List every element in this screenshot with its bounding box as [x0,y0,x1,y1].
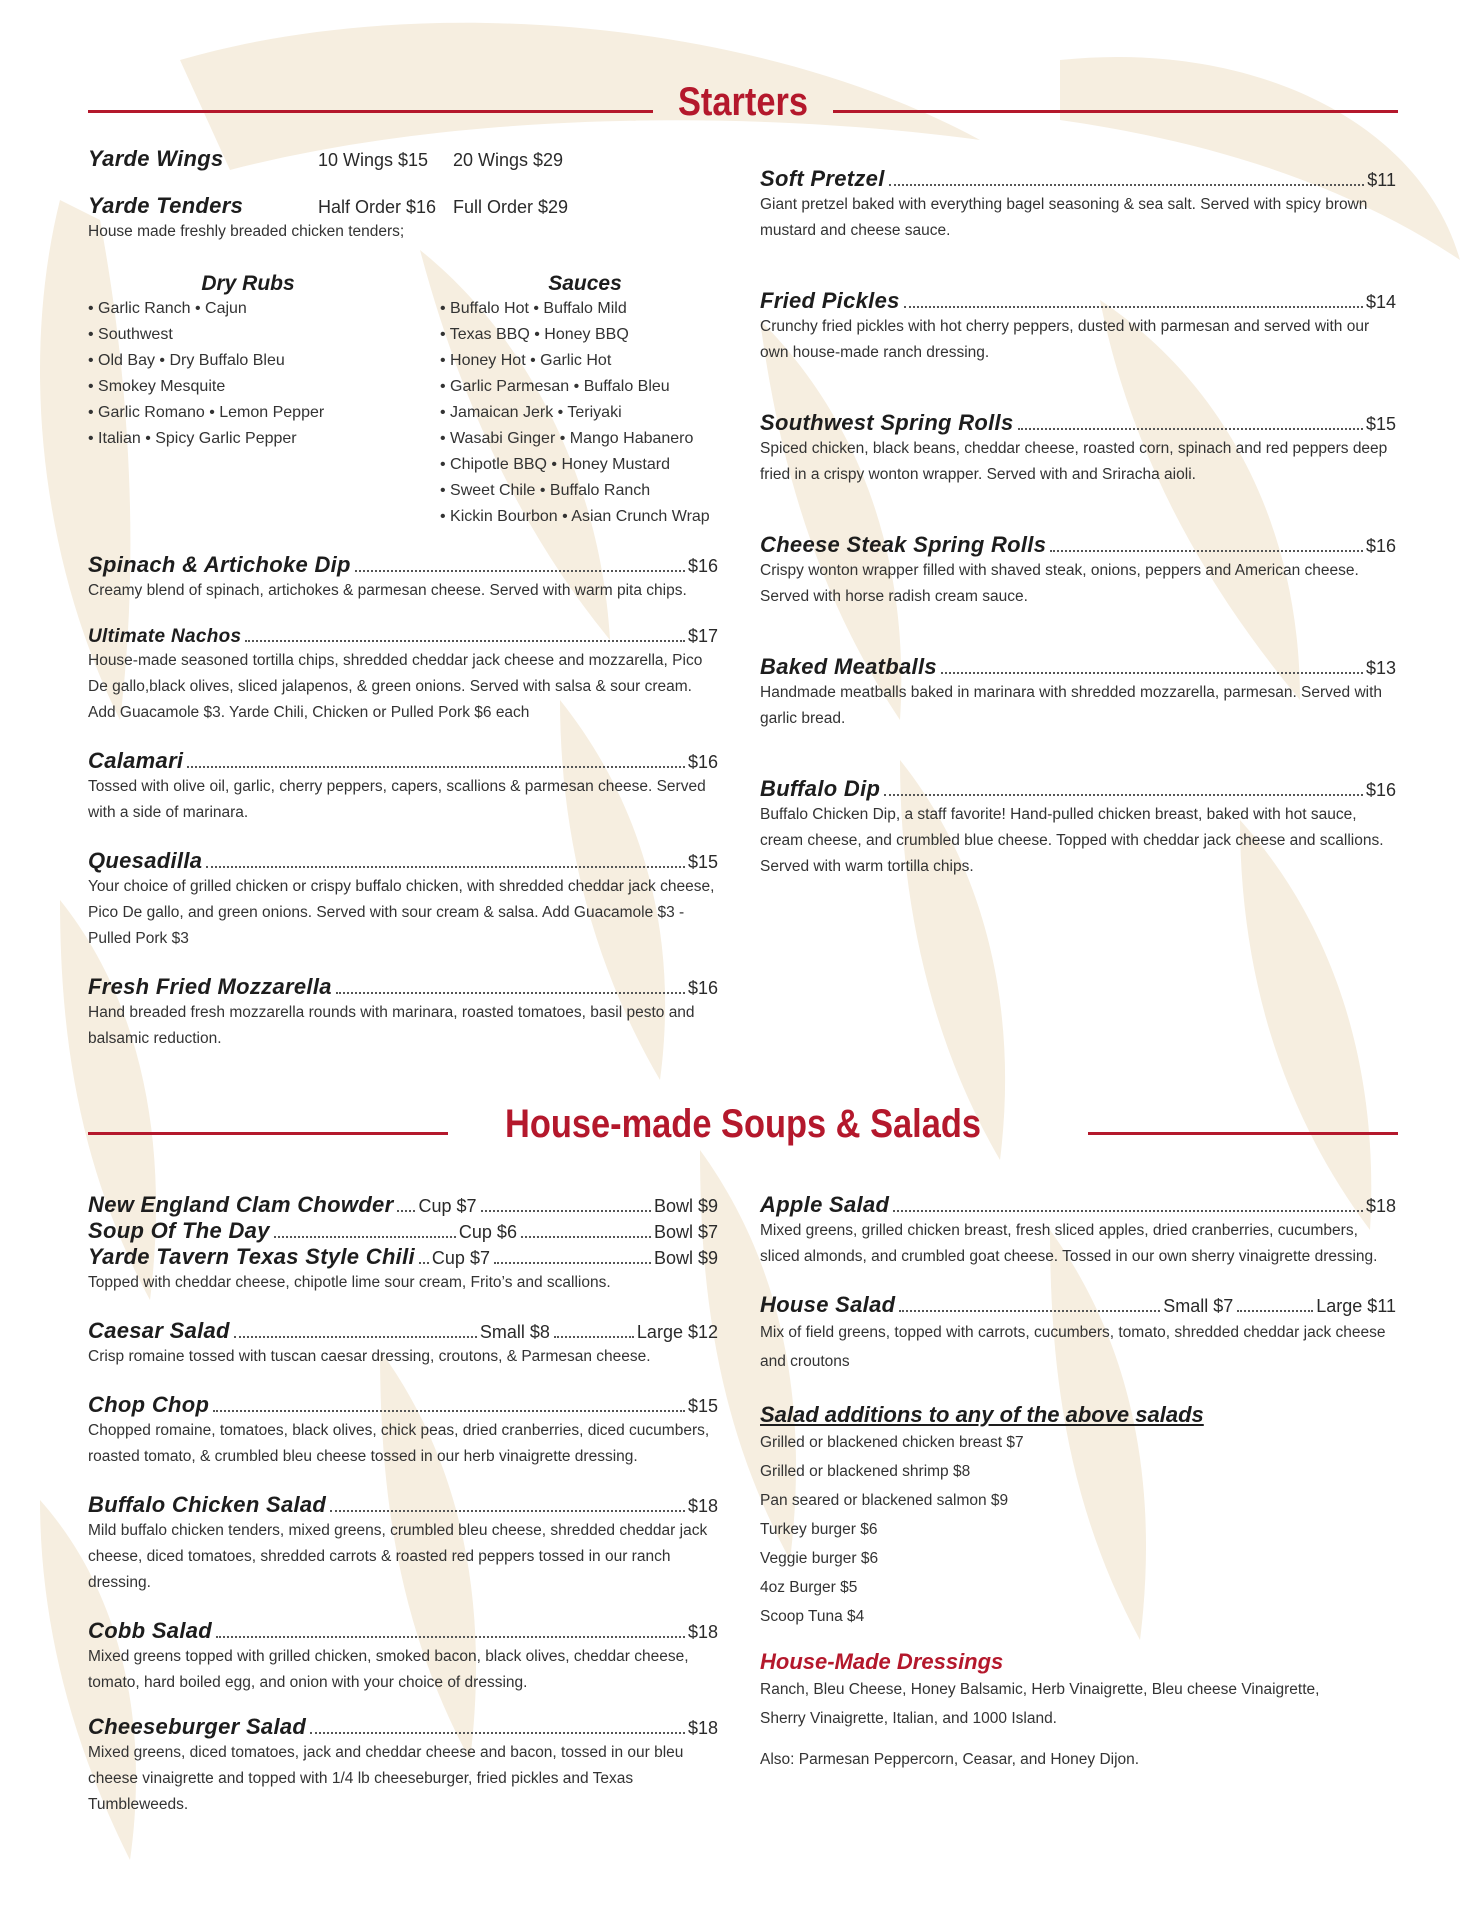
item-price: Cup $7 [418,1196,477,1216]
item-description: Mixed greens, grilled chicken breast, fresh sliced apples, dried cranberries, cucumbers, sliced almonds, and crumbled goat cheese. Tossed in our own sherry vinaigrette dressing. [760,1222,1378,1265]
starters-right-column [760,166,1396,904]
item-description: Hand breaded fresh mozzarella rounds with marinara, roasted tomatoes, basil pesto and balsamic reduction. [88,1004,695,1047]
item-name: Ultimate Nachos [88,626,242,647]
leader-dots [941,672,1363,674]
leader-dots [899,1310,1160,1312]
item-price: $11 [1367,170,1396,190]
leader-dots [216,1636,685,1638]
salad-additions [760,1402,1396,1631]
item-name: Calamari [88,748,184,773]
item-name: Soup Of The Day [88,1218,270,1243]
menu-item [88,1618,718,1696]
leader-dots [521,1236,651,1238]
item-price: 20 Wings $29 [453,150,564,170]
dressings-also: Also: Parmesan Peppercorn, Ceasar, and Honey Dijon. [760,1751,1140,1768]
item-description: Buffalo Chicken Dip, a staff favorite! Hand-pulled chicken breast, baked with hot sauce, cream cheese, and crumbled blue cheese. Topped with cheddar jack cheese and scallions. Served with warm tortilla chips. [760,806,1384,875]
item-name: Buffalo Dip [760,776,881,801]
leader-dots [893,1210,1363,1212]
sauces-title: Sauces [548,272,622,295]
item-price: Cup $6 [458,1222,517,1242]
list-item: • Buffalo Hot • Buffalo Mild [440,300,627,317]
item-price: $16 [687,978,718,998]
menu-item [88,748,718,826]
leader-dots [336,992,685,994]
item-name: Baked Meatballs [760,654,937,679]
item-name: Yarde Tavern Texas Style Chili [88,1244,415,1269]
item-description: Tossed with olive oil, garlic, cherry peppers, capers, scallions & parmesan cheese. Served with a side of marinara. [88,778,706,821]
soup-row [88,1192,718,1218]
starters-left-column [88,552,718,1076]
item-price: $16 [687,556,718,576]
list-item: 4oz Burger $5 [760,1579,858,1596]
leader-dots [187,766,685,768]
list-item: • Wasabi Ginger • Mango Habanero [440,430,694,447]
item-price: Bowl $9 [653,1248,718,1268]
item-name: Buffalo Chicken Salad [88,1492,327,1517]
item-price: Small $8 [479,1322,550,1342]
leader-dots [355,570,685,572]
item-name: Yarde Wings [88,146,224,171]
item-price: Full Order $29 [453,197,569,217]
leader-dots [904,306,1363,308]
item-price: Large $12 [636,1322,718,1342]
item-description: Creamy blend of spinach, artichokes & parmesan cheese. Served with warm pita chips. [88,582,687,599]
leader-dots [884,794,1363,796]
sauces-list [440,272,730,530]
menu-item [88,974,718,1052]
leader-dots [274,1236,456,1238]
item-name: Soft Pretzel [760,166,885,191]
item-price: $13 [1365,658,1396,678]
item-price: Half Order $16 [318,197,437,217]
item-name: Chop Chop [88,1392,210,1417]
leader-dots [245,640,685,642]
leader-dots [481,1210,651,1212]
dry-rubs-list [88,272,408,452]
item-name: House Salad [760,1292,896,1317]
item-name: Southwest Spring Rolls [760,410,1014,435]
leader-dots [419,1262,429,1264]
item-name: New England Clam Chowder [88,1192,394,1217]
list-item: Turkey burger $6 [760,1521,878,1538]
leader-dots [234,1336,477,1338]
item-description: Mild buffalo chicken tenders, mixed greens, crumbled bleu cheese, shredded cheddar jack cheese, diced tomatoes, shredded carrots & roasted red peppers tossed in our ranch dressing. [88,1522,708,1591]
section-title-starters: Starters [677,80,809,124]
item-price: $18 [687,1622,718,1642]
item-price: $17 [687,626,718,646]
header-rule-right [833,110,1398,113]
item-name: Cheese Steak Spring Rolls [760,532,1047,557]
header-rule-right [1088,1132,1398,1135]
leader-dots [330,1510,685,1512]
list-item: Scoop Tuna $4 [760,1608,865,1625]
soup-row [88,1244,718,1270]
leader-dots [494,1262,651,1264]
item-description: Crisp romaine tossed with tuscan caesar dressing, croutons, & Parmesan cheese. [88,1348,651,1365]
item-price: 10 Wings $15 [318,150,429,170]
item-price: $15 [1365,414,1396,434]
item-price: Large $11 [1316,1296,1396,1316]
menu-item [88,626,718,726]
menu-item [88,1492,718,1596]
item-description: Topped with cheddar cheese, chipotle lime sour cream, Frito’s and scallions. [88,1274,611,1291]
menu-item [760,410,1396,488]
item-name: Apple Salad [760,1192,890,1217]
list-item: • Garlic Romano • Lemon Pepper [88,404,325,421]
item-name: Quesadilla [88,848,203,873]
list-item: • Kickin Bourbon • Asian Crunch Wrap [440,508,710,525]
item-description: Mixed greens topped with grilled chicken, smoked bacon, black olives, cheddar cheese, tomato, hard boiled egg, and onion with your choice of dressing. [88,1648,689,1691]
item-description: House-made seasoned tortilla chips, shredded cheddar jack cheese and mozzarella, Pico De gallo,black olives, sliced jalapenos, & green onions. Served with salsa & sour cream. Add Guacamole $3. Yarde Chili, Chicken or Pulled Pork $6 each [88,652,703,721]
item-name: Fresh Fried Mozzarella [88,974,332,999]
item-description: Crunchy fried pickles with hot cherry peppers, dusted with parmesan and served with our own house-made ranch dressing. [760,318,1370,361]
house-dressings [760,1649,1396,1773]
menu-item [760,166,1396,244]
menu-item [88,1318,718,1370]
leader-dots [1018,428,1363,430]
list-item: • Southwest [88,326,173,343]
section-title-soups-salads: House-made Soups & Salads [504,1102,981,1146]
item-description: Crispy wonton wrapper filled with shaved steak, onions, peppers and American cheese. Served with horse radish cream sauce. [760,562,1359,605]
menu-item [760,776,1396,880]
dressings-title: House-Made Dressings [760,1649,1004,1674]
item-price: $14 [1365,292,1396,312]
wings-block [88,146,588,245]
menu-item [88,552,718,604]
list-item: • Jamaican Jerk • Teriyaki [440,404,622,421]
item-name: Caesar Salad [88,1318,230,1343]
item-price: Small $7 [1163,1296,1234,1316]
leader-dots [554,1336,634,1338]
list-item: • Garlic Parmesan • Buffalo Bleu [440,378,670,395]
menu-item [760,1192,1396,1270]
item-name: Spinach & Artichoke Dip [88,552,351,577]
item-price: $18 [687,1496,718,1516]
leader-dots [397,1210,415,1212]
item-description: Handmade meatballs baked in marinara with shredded mozzarella, parmesan. Served with garlic bread. [760,684,1383,727]
item-name: Fried Pickles [760,288,900,313]
item-description: Chopped romaine, tomatoes, black olives, chick peas, dried cranberries, diced cucumbers, roasted tomato, & crumbled bleu cheese tossed in our herb vinaigrette dressing. [88,1422,710,1465]
dressings-list: Ranch, Bleu Cheese, Honey Balsamic, Herb Vinaigrette, Bleu cheese Vinaigrette, Sherry Vinaigrette, Italian, and 1000 Island. [760,1681,1320,1727]
item-description: Your choice of grilled chicken or crispy buffalo chicken, with shredded cheddar jack cheese, Pico De gallo, and green onions. Served with sour cream & salsa. Add Guacamole $3 - Pulled Pork $3 [88,878,715,947]
item-price: Bowl $9 [653,1196,718,1216]
item-price: $16 [687,752,718,772]
menu-item [760,1292,1396,1376]
list-item: Veggie burger $6 [760,1550,879,1567]
leader-dots [213,1410,685,1412]
menu-item [760,288,1396,366]
list-item: • Texas BBQ • Honey BBQ [440,326,629,343]
item-description: House made freshly breaded chicken tenders; [88,223,405,240]
wings-row [88,146,588,178]
list-item: Pan seared or blackened salmon $9 [760,1492,1009,1509]
soups-salads-left-column [88,1192,718,1842]
leader-dots [1050,550,1363,552]
list-item: Grilled or blackened chicken breast $7 [760,1434,1024,1451]
menu-item [88,848,718,952]
item-price: $15 [687,1396,718,1416]
item-price: $15 [687,852,718,872]
item-name: Cobb Salad [88,1618,213,1643]
item-description: Mix of field greens, topped with carrots, cucumbers, tomato, shredded cheddar jack cheese and croutons [760,1324,1386,1370]
list-item: • Old Bay • Dry Buffalo Bleu [88,352,285,369]
item-price: $16 [1365,780,1396,800]
soups-salads-right-column [760,1192,1396,1773]
item-name: Yarde Tenders [88,193,244,218]
leader-dots [206,866,685,868]
list-item: • Honey Hot • Garlic Hot [440,352,612,369]
menu-item [88,1392,718,1470]
dry-rubs-title: Dry Rubs [201,272,295,295]
list-item: Grilled or blackened shrimp $8 [760,1463,971,1480]
item-price: Bowl $7 [653,1222,718,1242]
list-item: • Italian • Spicy Garlic Pepper [88,430,297,447]
list-item: • Sweet Chile • Buffalo Ranch [440,482,651,499]
menu-item [88,1714,718,1818]
item-price: Cup $7 [431,1248,490,1268]
salad-additions-title: Salad additions to any of the above salads [760,1402,1204,1427]
leader-dots [1237,1310,1313,1312]
leader-dots [889,184,1365,186]
soups-salads-header [88,1102,1398,1152]
menu-item [760,654,1396,732]
item-name: Cheeseburger Salad [88,1714,307,1739]
item-price: $16 [1365,536,1396,556]
starters-header [88,80,1398,130]
menu-item [760,532,1396,610]
item-description: Spiced chicken, black beans, cheddar cheese, roasted corn, spinach and red peppers deep fried in a crispy wonton wrapper. Served with and Sriracha aioli. [760,440,1388,483]
list-item: • Smokey Mesquite [88,378,226,395]
item-price: $18 [687,1718,718,1738]
item-price: $18 [1365,1196,1396,1216]
soup-row [88,1218,718,1244]
item-description: Mixed greens, diced tomatoes, jack and cheddar cheese and bacon, tossed in our bleu cheese vinaigrette and topped with 1/4 lb cheeseburger, fried pickles and Texas Tumbleweeds. [88,1744,684,1813]
leader-dots [310,1732,685,1734]
list-item: • Chipotle BBQ • Honey Mustard [440,456,670,473]
item-description: Giant pretzel baked with everything bagel seasoning & sea salt. Served with spicy brown mustard and cheese sauce. [760,196,1368,239]
list-item: • Garlic Ranch • Cajun [88,300,247,317]
